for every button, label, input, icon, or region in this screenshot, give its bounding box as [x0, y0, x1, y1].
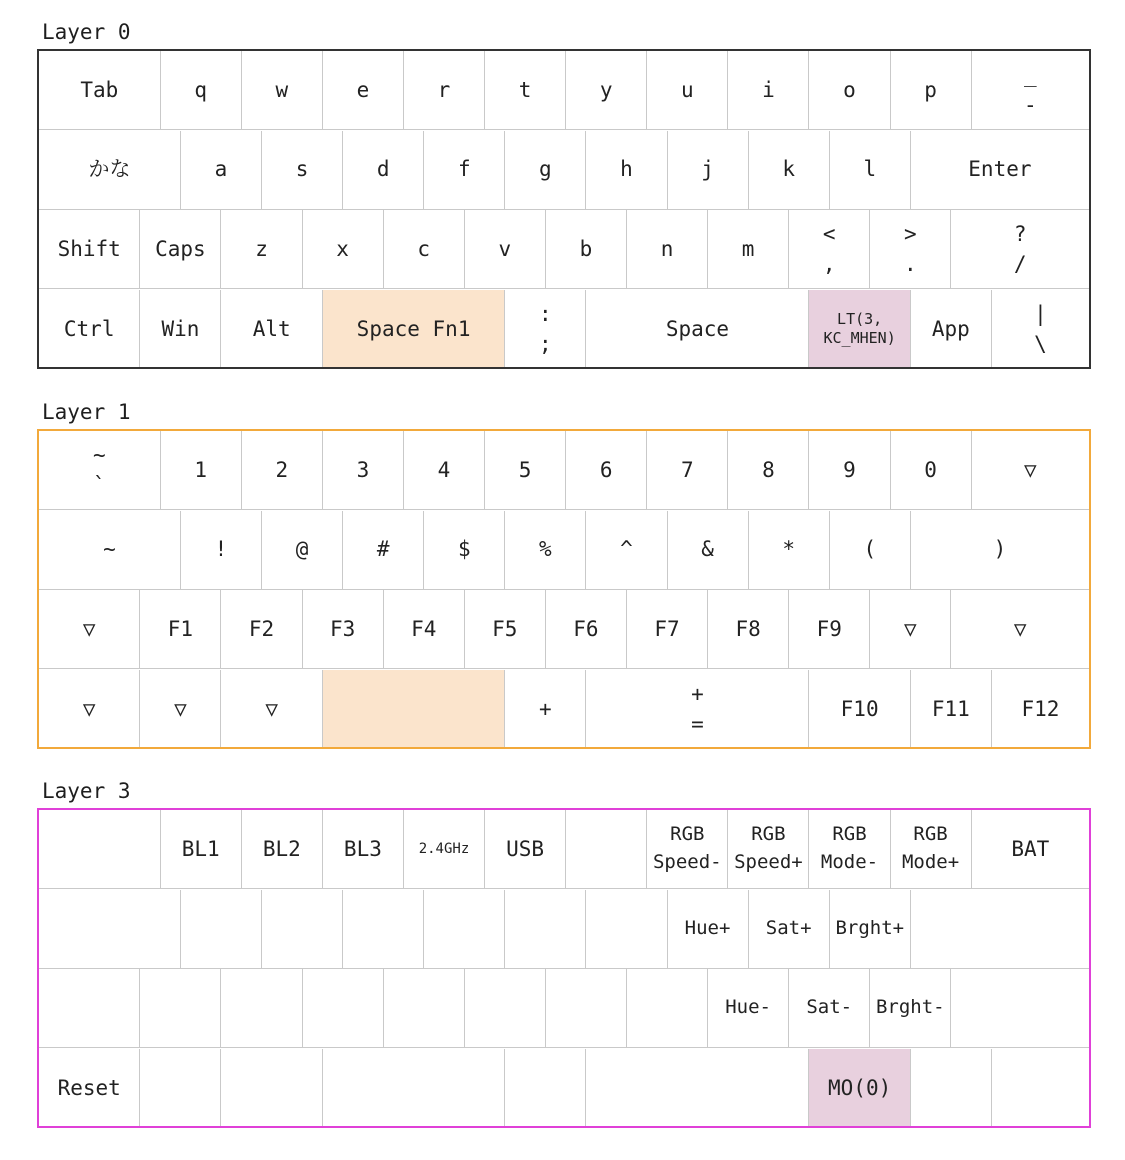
key-legend: 8: [762, 457, 775, 482]
key-legend: ,: [822, 252, 836, 276]
key-legend: 2.4GHz: [418, 840, 470, 857]
key: [242, 431, 323, 510]
key-legend: r: [437, 77, 451, 102]
key-legend: RGB: [751, 823, 786, 846]
layer-board: [37, 429, 1091, 749]
key: [728, 431, 809, 510]
key-legend: ^: [620, 537, 633, 562]
key: [39, 51, 161, 130]
key-legend: BAT: [1011, 836, 1050, 861]
key-legend: ?: [1013, 221, 1027, 246]
key-legend: LT(3,: [837, 309, 883, 328]
key-legend: F7: [654, 616, 680, 641]
key: [809, 290, 910, 369]
key-legend: Sat+: [765, 916, 812, 939]
key-legend: &: [701, 537, 714, 562]
key: [972, 51, 1089, 130]
key-row: [39, 210, 1091, 289]
key-blank: [384, 969, 465, 1048]
key-legend: 2: [275, 457, 289, 482]
key-blank: [911, 1049, 992, 1128]
key-blank: [343, 890, 424, 969]
key: [668, 511, 749, 590]
layer-board: [37, 49, 1091, 369]
key: [424, 131, 505, 210]
key-blank: [39, 969, 140, 1048]
key-blank: [221, 969, 302, 1048]
key-legend: k: [782, 157, 795, 182]
key-legend: ▽: [174, 696, 187, 721]
key: [647, 810, 728, 889]
key: [485, 51, 566, 130]
key: [505, 511, 586, 590]
key: [242, 810, 323, 889]
key: [586, 131, 667, 210]
key-legend: BL1: [181, 836, 220, 861]
key: [140, 590, 221, 669]
key: [647, 431, 728, 510]
key-legend: a: [214, 157, 228, 182]
key: [728, 810, 809, 889]
key-legend: !: [214, 537, 228, 562]
key-legend: #: [376, 537, 390, 562]
key-blank: [323, 670, 505, 749]
key: [221, 670, 322, 749]
key: [891, 51, 972, 130]
key-legend: Enter: [968, 157, 1032, 182]
key: [566, 51, 647, 130]
key: [323, 431, 404, 510]
key-legend: Alt: [252, 316, 291, 341]
layer-board: [37, 808, 1091, 1128]
key: [262, 131, 343, 210]
key: [586, 290, 809, 369]
key-row: [39, 890, 1091, 969]
key-legend: 0: [924, 457, 937, 482]
key-legend: Brght-: [875, 996, 945, 1019]
key: [140, 670, 221, 749]
key-legend: App: [931, 316, 970, 341]
key: [39, 210, 140, 289]
key-legend: +: [691, 681, 704, 706]
key-blank: [262, 890, 343, 969]
key-legend: b: [579, 236, 593, 261]
key: [749, 511, 830, 590]
key-legend: BL2: [262, 836, 301, 861]
key: [181, 131, 262, 210]
key-legend: ▽: [903, 616, 917, 641]
key-legend: Speed-: [652, 851, 722, 873]
key-legend: e: [356, 77, 370, 102]
key-legend: 7: [680, 457, 694, 482]
key-legend: <: [822, 221, 836, 246]
key-row: [39, 51, 1091, 130]
key: [242, 51, 323, 130]
key: [39, 670, 140, 749]
key-blank: [992, 1049, 1089, 1128]
key-legend: f: [457, 157, 471, 182]
key-legend: s: [295, 157, 309, 182]
key: [809, 810, 890, 889]
key: [343, 131, 424, 210]
key-blank: [323, 1049, 505, 1128]
key: [809, 431, 890, 510]
key: [627, 590, 708, 669]
key-legend: ): [993, 537, 1007, 562]
key: [586, 670, 809, 749]
layer-title: Layer 0: [42, 20, 131, 44]
key: [262, 511, 343, 590]
key-legend: m: [741, 236, 755, 261]
key: [789, 969, 870, 1048]
key-legend: |: [1034, 301, 1047, 326]
key: [870, 210, 951, 289]
key-legend: 5: [518, 457, 532, 482]
key-legend: KC_MHEN): [823, 329, 896, 347]
key-row: [39, 131, 1091, 210]
key-legend: MO(0): [828, 1075, 892, 1100]
key-legend: 3: [356, 457, 370, 482]
key: [891, 810, 972, 889]
key-legend: \: [1034, 332, 1047, 356]
key: [39, 431, 161, 510]
key-legend: ▽: [1013, 616, 1027, 641]
key: [221, 290, 322, 369]
key: [911, 511, 1089, 590]
key-legend: $: [457, 537, 471, 562]
key-legend: F3: [329, 616, 356, 641]
key-legend: USB: [506, 836, 545, 861]
key-legend: F8: [735, 616, 761, 641]
key-legend: -: [1023, 93, 1037, 117]
key-legend: Caps: [155, 236, 206, 261]
key-legend: +: [539, 696, 552, 721]
key-blank: [39, 810, 161, 889]
key-row: [39, 431, 1091, 510]
key-blank: [586, 890, 667, 969]
key: [384, 210, 465, 289]
key-legend: @: [295, 537, 309, 562]
key-legend: Speed+: [734, 851, 803, 873]
key: [972, 431, 1089, 510]
key: [505, 131, 586, 210]
key: [323, 290, 505, 369]
key: [870, 969, 951, 1048]
key-legend: (: [863, 537, 877, 562]
key: [728, 51, 809, 130]
key-row: [39, 1049, 1091, 1128]
key-blank: [221, 1049, 322, 1128]
key-legend: y: [599, 77, 613, 102]
key-legend: ▽: [82, 616, 96, 641]
key: [505, 290, 586, 369]
key: [343, 511, 424, 590]
key-legend: :: [539, 301, 552, 326]
key-legend: q: [194, 77, 208, 102]
key: [830, 131, 911, 210]
key-blank: [911, 890, 1089, 969]
key-blank: [140, 1049, 221, 1128]
key-legend: v: [498, 236, 512, 261]
key-legend: F1: [167, 616, 194, 641]
key: [809, 1049, 910, 1128]
key-blank: [951, 969, 1089, 1048]
key-row: [39, 590, 1091, 669]
key-legend: F2: [248, 616, 275, 641]
key-legend: p: [924, 77, 937, 102]
key-legend: x: [336, 236, 349, 261]
key-legend: ~: [103, 537, 116, 562]
key: [323, 51, 404, 130]
key-legend: RGB: [670, 823, 705, 846]
key-blank: [303, 969, 384, 1048]
layer-title: Layer 3: [42, 779, 131, 803]
key: [668, 890, 749, 969]
key: [911, 131, 1089, 210]
key-legend: %: [539, 537, 552, 562]
key: [972, 810, 1089, 889]
key-legend: RGB: [913, 823, 948, 846]
key-legend: _: [1023, 62, 1037, 87]
key-blank: [566, 810, 647, 889]
key-blank: [465, 969, 546, 1048]
key: [39, 590, 140, 669]
key: [951, 210, 1089, 289]
key-legend: F6: [573, 616, 599, 641]
key: [221, 210, 302, 289]
key-legend: n: [660, 236, 674, 261]
key: [708, 210, 789, 289]
key-legend: t: [518, 77, 532, 102]
key-legend: ▽: [1023, 457, 1037, 482]
key-blank: [181, 890, 262, 969]
key: [221, 590, 302, 669]
key-legend: Tab: [80, 77, 119, 102]
key: [303, 210, 384, 289]
key-legend: F11: [931, 696, 970, 721]
key: [384, 590, 465, 669]
key: [39, 131, 181, 210]
key: [39, 511, 181, 590]
key: [911, 290, 992, 369]
key-legend: F9: [816, 616, 842, 641]
key-legend: ▽: [265, 696, 278, 721]
key-blank: [505, 890, 586, 969]
key: [161, 51, 242, 130]
key: [951, 590, 1089, 669]
key-legend: 9: [843, 457, 856, 482]
key: [485, 810, 566, 889]
key-legend: BL3: [343, 836, 382, 861]
key: [668, 131, 749, 210]
key: [303, 590, 384, 669]
key: [891, 431, 972, 510]
key-legend: Sat-: [806, 996, 853, 1019]
key-blank: [140, 969, 221, 1048]
key: [870, 590, 951, 669]
key-legend: かな: [88, 157, 131, 182]
key-legend: RGB: [832, 823, 867, 846]
key-legend: F12: [1021, 696, 1060, 721]
key-legend: w: [275, 77, 289, 102]
key-legend: d: [376, 157, 390, 182]
key-row: [39, 810, 1091, 889]
key-row: [39, 670, 1091, 749]
key-blank: [424, 890, 505, 969]
key-legend: >: [903, 221, 917, 246]
key-legend: =: [691, 712, 704, 736]
key-legend: Hue+: [684, 916, 731, 939]
key: [39, 1049, 140, 1128]
key: [749, 131, 830, 210]
key-blank: [546, 969, 627, 1048]
key-legend: Mode+: [901, 851, 960, 873]
key: [830, 890, 911, 969]
key-blank: [627, 969, 708, 1048]
key-legend: c: [417, 236, 431, 261]
key-legend: ~: [92, 442, 106, 467]
key: [749, 890, 830, 969]
key: [627, 210, 708, 289]
key-legend: o: [843, 77, 856, 102]
key: [546, 210, 627, 289]
key-legend: Space Fn1: [356, 316, 471, 341]
key: [647, 51, 728, 130]
key: [708, 969, 789, 1048]
key-legend: `: [92, 473, 106, 497]
key: [323, 810, 404, 889]
key-legend: j: [701, 157, 714, 182]
key-legend: Ctrl: [63, 316, 115, 341]
key: [566, 431, 647, 510]
key-legend: F10: [840, 696, 879, 721]
key-legend: Reset: [57, 1075, 121, 1100]
key: [465, 210, 546, 289]
key-blank: [39, 890, 181, 969]
key: [809, 51, 890, 130]
key-legend: /: [1013, 252, 1027, 276]
key-legend: Win: [161, 316, 200, 341]
key: [404, 810, 485, 889]
key: [789, 210, 870, 289]
key-blank: [505, 1049, 586, 1128]
key: [161, 431, 242, 510]
key: [505, 670, 586, 749]
key: [181, 511, 262, 590]
key: [404, 431, 485, 510]
key-row: [39, 969, 1091, 1048]
key-legend: u: [680, 77, 694, 102]
key-row: [39, 511, 1091, 590]
key: [830, 511, 911, 590]
key-legend: 4: [437, 457, 451, 482]
key-row: [39, 290, 1091, 369]
key: [992, 290, 1089, 369]
key-legend: 6: [599, 457, 613, 482]
key-blank: [586, 1049, 809, 1128]
key: [992, 670, 1089, 749]
key: [789, 590, 870, 669]
key: [140, 210, 221, 289]
key-legend: z: [255, 236, 268, 261]
key: [708, 590, 789, 669]
key: [465, 590, 546, 669]
key: [161, 810, 242, 889]
key: [586, 511, 667, 590]
key: [911, 670, 992, 749]
key-legend: F4: [411, 616, 437, 641]
key: [809, 670, 910, 749]
key-legend: l: [863, 157, 877, 182]
key-legend: F5: [492, 616, 518, 641]
key-legend: h: [620, 157, 633, 182]
key-legend: i: [762, 77, 775, 102]
key-legend: g: [539, 157, 552, 182]
key-legend: Shift: [57, 236, 121, 261]
key: [39, 290, 140, 369]
key-legend: *: [782, 537, 795, 562]
key-legend: Mode-: [820, 851, 879, 873]
key: [546, 590, 627, 669]
key: [140, 290, 221, 369]
key-legend: ▽: [82, 696, 96, 721]
key-legend: Hue-: [725, 996, 771, 1019]
key-legend: 1: [194, 457, 208, 482]
key-legend: Brght+: [835, 916, 905, 939]
key-legend: .: [903, 252, 917, 276]
key: [404, 51, 485, 130]
key: [424, 511, 505, 590]
key: [485, 431, 566, 510]
key-legend: ;: [539, 332, 552, 356]
key-legend: Space: [665, 316, 730, 341]
layer-title: Layer 1: [42, 400, 131, 424]
